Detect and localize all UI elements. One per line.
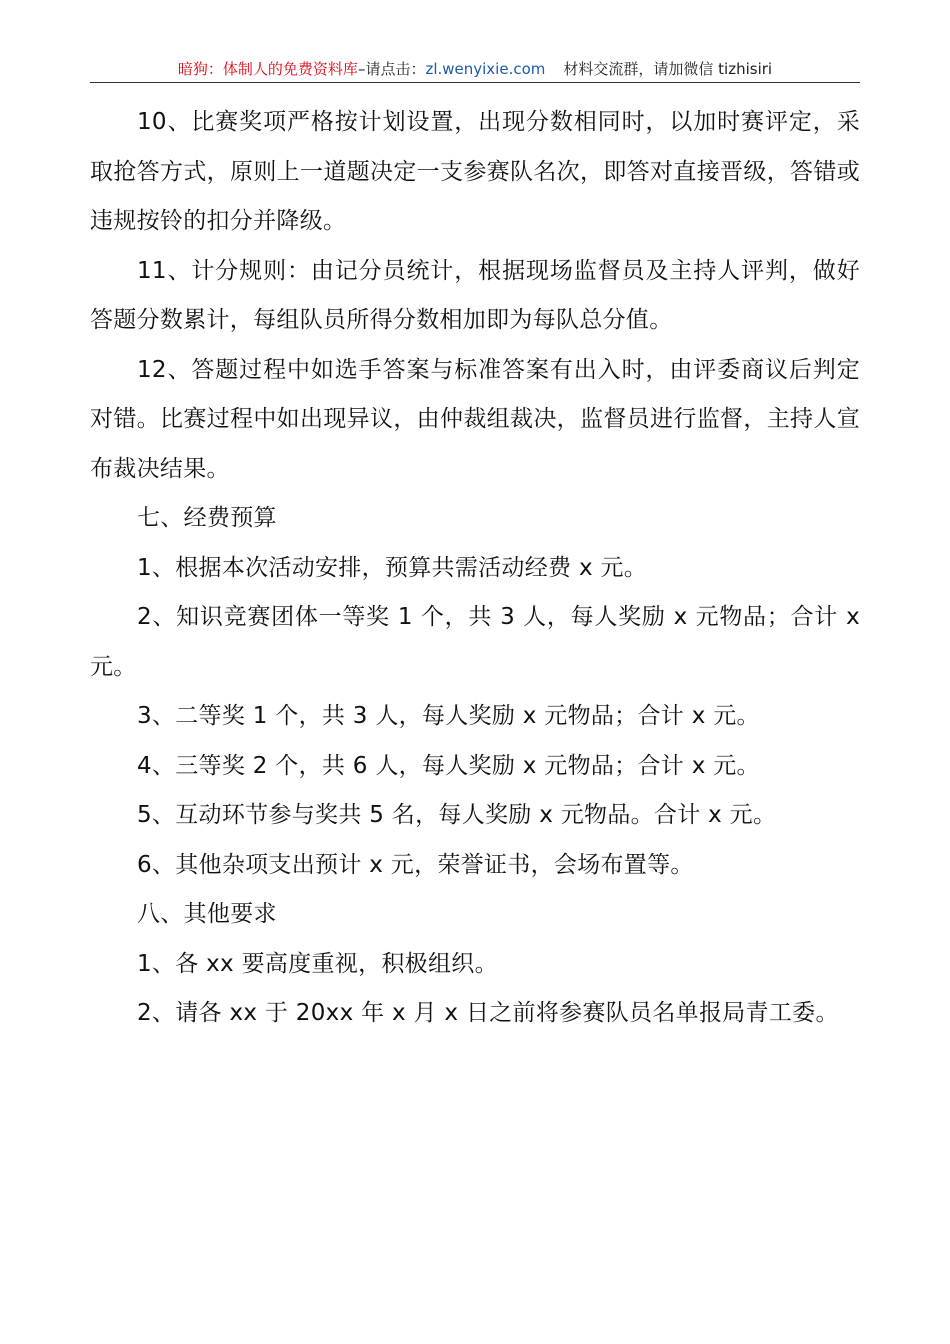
page-header [90, 58, 860, 80]
section-heading-requirements: 八、其他要求 [137, 901, 277, 927]
rule-12-disputes: 12、答题过程中如选手答案与标准答案有出入时，由评委商议后判定对错。比赛过程中如出现异议，由仲裁组裁决，监督员进行监督，主持人宣布裁决结果。 [90, 356, 860, 482]
budget-item-3: 3、二等奖 1 个，共 3 人，每人奖励 x 元物品；合计 x 元。 [137, 703, 760, 729]
rule-11-scoring: 11、计分规则：由记分员统计，根据现场监督员及主持人评判，做好答题分数累计，每组队员所得分数相加即为每队总分值。 [90, 257, 860, 333]
rule-10-tiebreak: 10、比赛奖项严格按计划设置，出现分数相同时，以加时赛评定，采取抢答方式，原则上一道题决定一支参赛队名次，即答对直接晋级，答错或违规按铃的扣分并降级。 [90, 109, 860, 234]
header-url-link[interactable]: zl.wenyixie.com [425, 60, 546, 78]
budget-item-6: 6、其他杂项支出预计 x 元，荣誉证书，会场布置等。 [137, 851, 694, 878]
requirement-item-1: 1、各 xx 要高度重视，积极组织。 [137, 950, 498, 977]
requirement-item-2: 2、请各 xx 于 20xx 年 x 月 x 日之前将参赛队员名单报局青工委。 [137, 1000, 839, 1026]
header-wechat-note: 材料交流群，请加微信 tizhisiri [563, 60, 773, 78]
budget-item-1: 1、根据本次活动安排，预算共需活动经费 x 元。 [137, 554, 648, 581]
header-click-prompt: –请点击： [357, 60, 426, 78]
header-site-name: 暗狗：体制人的免费资料库 [177, 60, 358, 78]
budget-item-2: 2、知识竞赛团体一等奖 1 个，共 3 人，每人奖励 x 元物品；合计 x 元。 [90, 604, 860, 680]
budget-item-4: 4、三等奖 2 个，共 6 人，每人奖励 x 元物品；合计 x 元。 [137, 752, 760, 779]
header-divider [90, 82, 860, 83]
budget-item-5: 5、互动环节参与奖共 5 名，每人奖励 x 元物品。合计 x 元。 [137, 802, 777, 828]
section-heading-budget: 七、经费预算 [137, 505, 277, 531]
document-body [90, 98, 860, 1039]
